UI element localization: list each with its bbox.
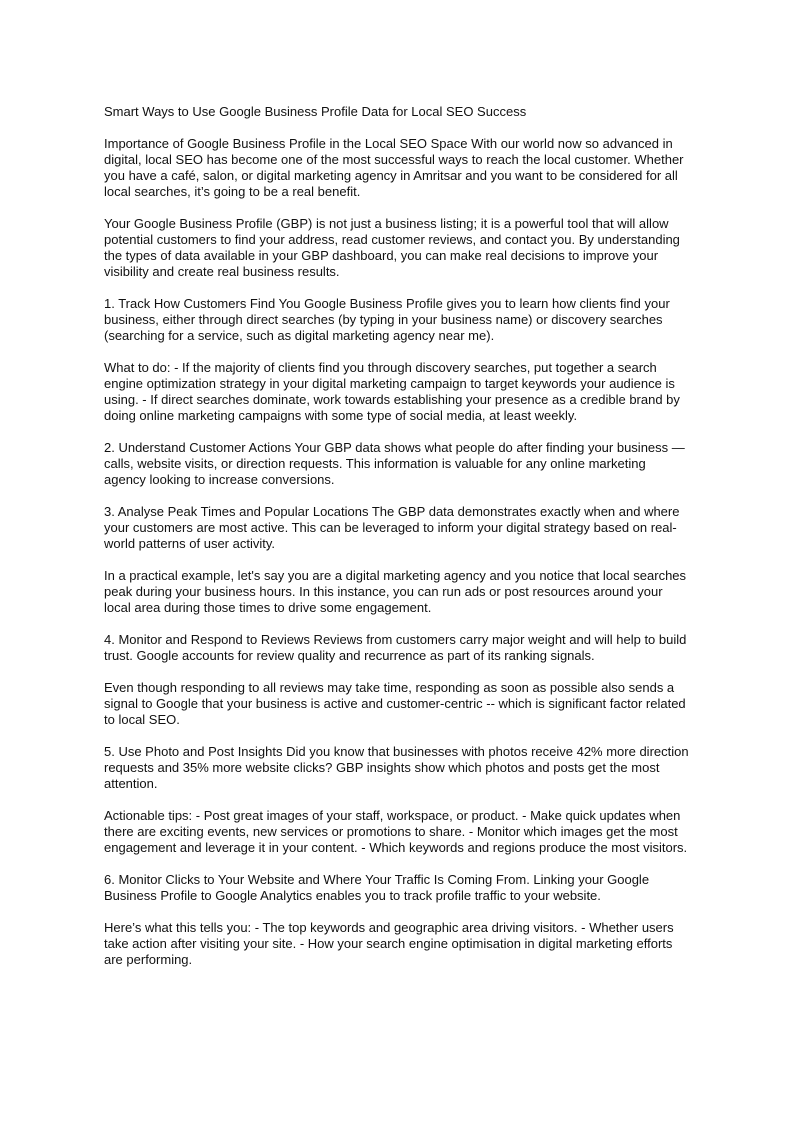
paragraph-responding-reviews: Even though responding to all reviews may take time, responding as soon as possible also sends a signal to Google that your business is active and customer-centric -- which is significant factor related to local SEO. <box>104 680 686 727</box>
paragraph-website-clicks: 6. Monitor Clicks to Your Website and Where Your Traffic Is Coming From. Linking your Google Business Profile to Google Analytics enables you to track profile traffic to your website. <box>104 872 650 903</box>
paragraph-peak-times: 3. Analyse Peak Times and Popular Locations The GBP data demonstrates exactly when and where your customers are most active. This can be leveraged to inform your digital strategy based on real-world patterns of user activity. <box>104 504 680 551</box>
paragraph-reviews: 4. Monitor and Respond to Reviews Reviews from customers carry major weight and will help to build trust. Google accounts for review quality and recurrence as part of its ranking signals. <box>104 632 687 663</box>
paragraph-what-this-tells-you: Here’s what this tells you: - The top keywords and geographic area driving visitors. - Whether users take action after visiting your site. - How your search engine optimisation in digital marketing efforts are performing. <box>104 920 674 967</box>
paragraph-practical-example: In a practical example, let's say you are a digital marketing agency and you notice that local searches peak during your business hours. In this instance, you can run ads or post resources around your local area during those times to drive some engagement. <box>104 568 687 615</box>
document-page <box>104 104 690 984</box>
paragraph-what-to-do: What to do: - If the majority of clients find you through discovery searches, put together a search engine optimization strategy in your digital marketing campaign to target keywords your audience is using. - If direct searches dominate, work towards establishing your presence as a credible brand by doing online marketing campaigns with some type of social media, at least weekly. <box>104 360 680 423</box>
paragraph-track-customers: 1. Track How Customers Find You Google Business Profile gives you to learn how clients find your business, either through direct searches (by typing in your business name) or discovery searches (searching for a service, such as digital marketing agency near me). <box>104 296 670 343</box>
paragraph-importance-of-gbp: Importance of Google Business Profile in the Local SEO Space With our world now so advanced in digital, local SEO has become one of the most successful ways to reach the local customer. Whether you have a café, salon, or digital marketing agency in Amritsar and you want to be considered for all local searches, it’s going to be a real benefit. <box>104 136 684 199</box>
paragraph-gbp-overview: Your Google Business Profile (GBP) is not just a business listing; it is a powerful tool that will allow potential customers to find your address, read customer reviews, and contact you. By understanding the types of data available in your GBP dashboard, you can make real decisions to improve your visibility and create real business results. <box>104 216 680 279</box>
document-title: Smart Ways to Use Google Business Profile Data for Local SEO Success <box>104 104 527 119</box>
paragraph-photo-insights: 5. Use Photo and Post Insights Did you know that businesses with photos receive 42% more direction requests and 35% more website clicks? GBP insights show which photos and posts get the most attention. <box>104 744 689 791</box>
paragraph-customer-actions: 2. Understand Customer Actions Your GBP data shows what people do after finding your business — calls, website visits, or direction requests. This information is valuable for any online marketing agency looking to increase conversions. <box>104 440 685 487</box>
paragraph-actionable-tips: Actionable tips: - Post great images of your staff, workspace, or product. - Make quick updates when there are exciting events, new services or promotions to share. - Monitor which images get the most engagement and leverage it in your content. - Which keywords and regions produce the most visitors. <box>104 808 688 855</box>
